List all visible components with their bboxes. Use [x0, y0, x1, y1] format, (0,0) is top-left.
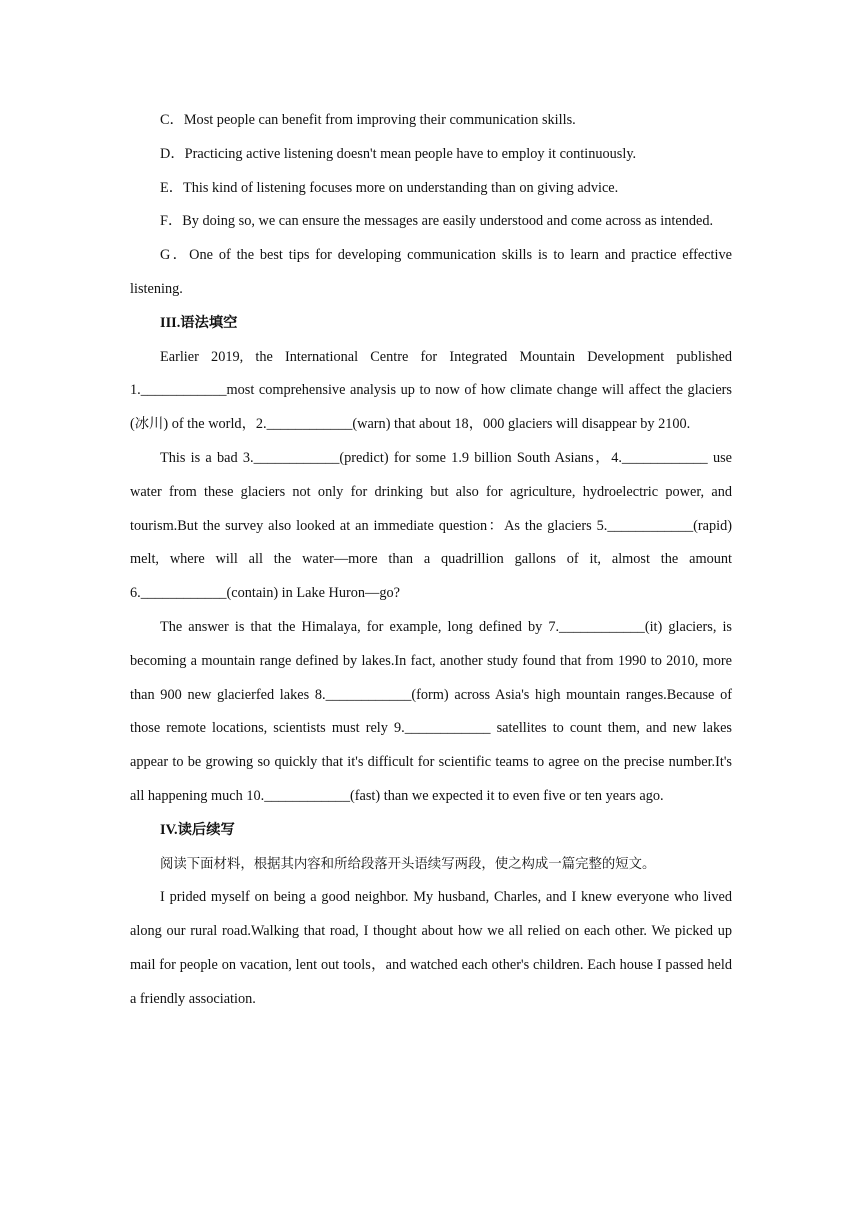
option-e: E．This kind of listening focuses more on understanding than on giving advice.	[160, 179, 619, 196]
document-body	[130, 104, 732, 1017]
section-4-heading: IV.读后续写	[160, 821, 235, 838]
option-f: F．By doing so, we can ensure the messages are easily understood and come across as intended.	[160, 213, 714, 230]
grammar-paragraph-3: The answer is that the Himalaya, for example, long defined by 7.____________(it) glaciers, is becoming a mountain range defined by lakes.In fact, another study found that from 1990 to 2010, more than 900 new glacierfed lakes 8.____________(form) across Asia's high mountain ranges.Because of those remote locations, scientists must rely 9.____________ satellites to count them, and new lakes appear to be growing so quickly that it's difficult for scientific teams to agree on the precise number.It's all happening much 10.____________(fast) than we expected it to even five or ten years ago.	[130, 618, 732, 804]
writing-instruction: 阅读下面材料，根据其内容和所给段落开头语续写两段，使之构成一篇完整的短文。	[160, 856, 656, 872]
grammar-paragraph-2: This is a bad 3.____________(predict) for some 1.9 billion South Asians，4.____________ use water from these glaciers not only for drinking but also for agriculture, hydroelectric power, and tourism.But the survey also looked at an immediate question：As the glaciers 5.____________(rapid) melt, where will all the water—more than a quadrillion gallons of it, almost the amount 6.____________(contain) in Lake Huron—go?	[130, 449, 732, 602]
option-g: G．One of the best tips for developing communication skills is to learn and practice effective listening.	[130, 247, 732, 297]
option-c: C．Most people can benefit from improving their communication skills.	[160, 112, 576, 128]
section-3-heading: III.语法填空	[160, 314, 238, 331]
option-d: D．Practicing active listening doesn't mean people have to employ it continuously.	[160, 145, 637, 162]
grammar-paragraph-1: Earlier 2019, the International Centre for Integrated Mountain Development published 1.____________most comprehensive analysis up to now of how climate change will affect the glaciers (冰川) of the world，2.____________(warn) that about 18，000 glaciers will disappear by 2100.	[130, 348, 732, 433]
story-paragraph-1: I prided myself on being a good neighbor. My husband, Charles, and I knew everyone who lived along our rural road.Walking that road, I thought about how we all relied on each other. We picked up mail for people on vacation, lent out tools，and watched each other's children. Each house I passed held a friendly association.	[130, 889, 732, 1007]
